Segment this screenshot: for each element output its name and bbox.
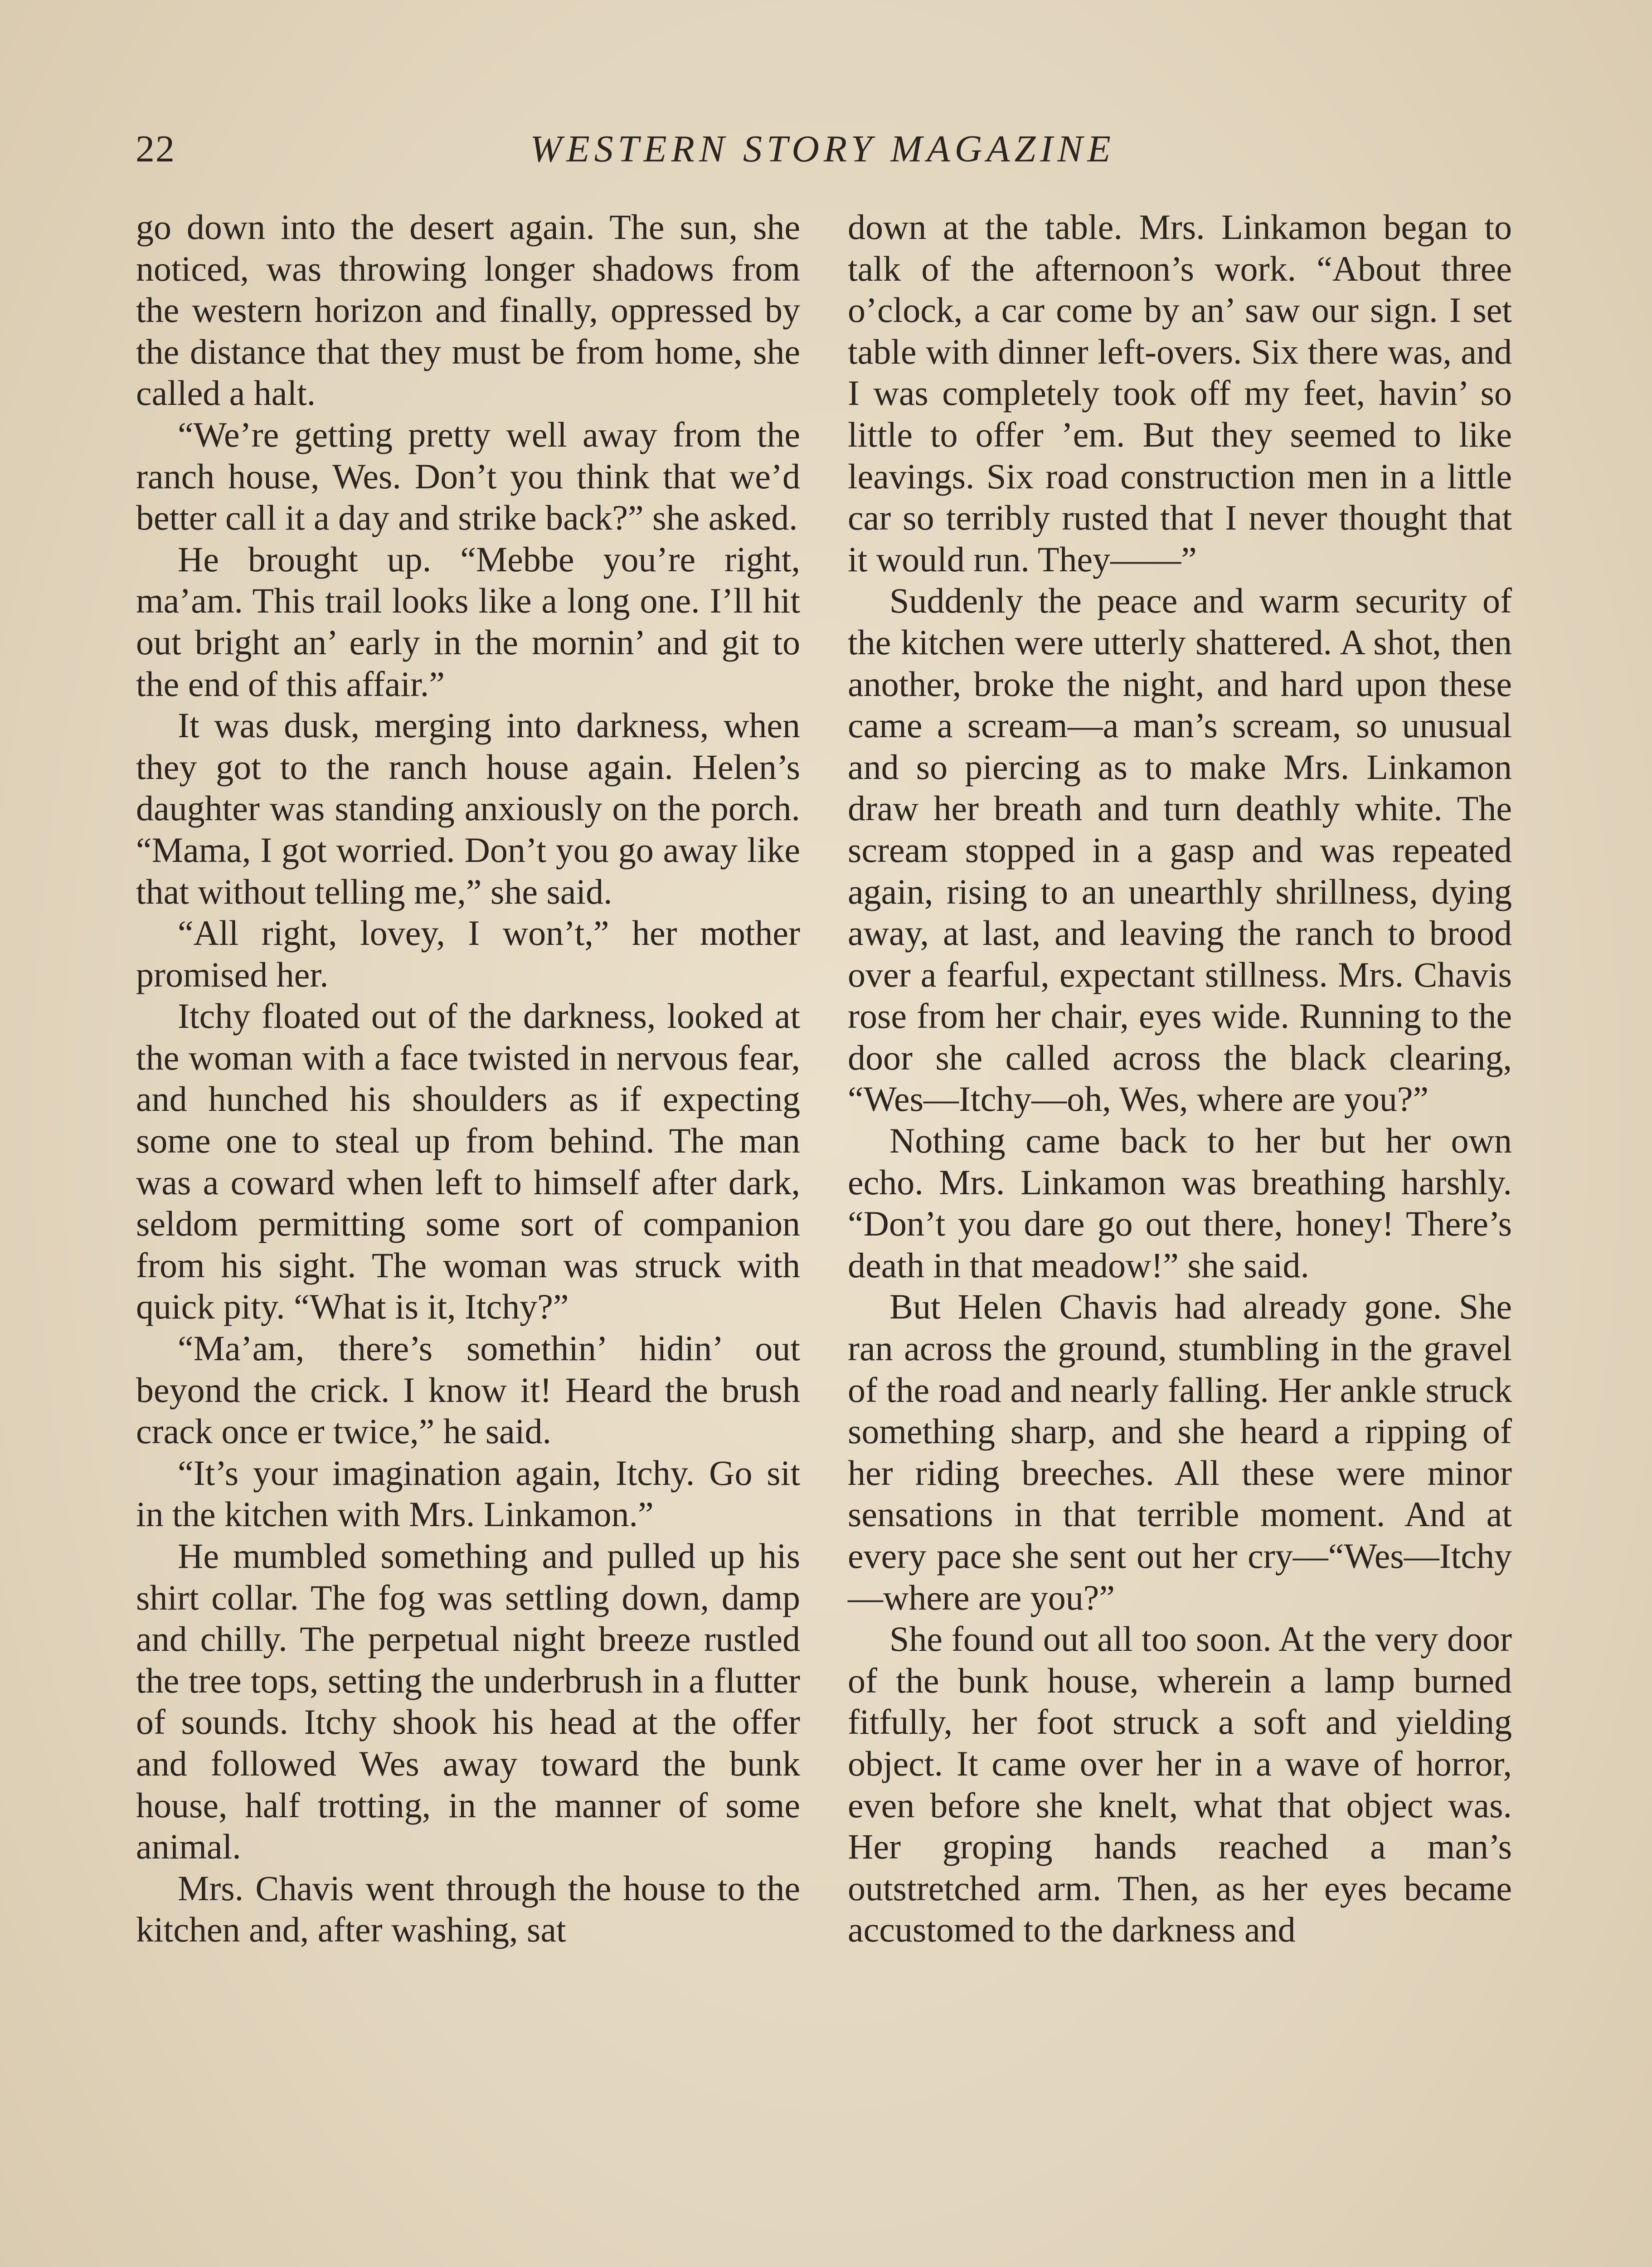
page-header [129,119,1516,173]
page-number: 22 [136,128,175,170]
left-column [136,206,800,2267]
paragraph: down at the table. Mrs. Linkamon began to talk of the afternoon’s work. “About three o’clock, a car come by an’ saw our sign. I set table with dinner left-overs. Six there was, and I was completely took off my feet, havin’ so little to offer ’em. But they seemed to like leavings. Six road construction men in a little car so terribly rusted that I never thought that it would run. They——” [848,207,1512,579]
paragraph: “It’s your imagination again, Itchy. Go sit in the kitchen with Mrs. Linkamon.” [136,1453,800,1534]
paragraph: She found out all too soon. At the very door of the bunk house, wherein a lamp burned fitfully, her foot struck a soft and yielding object. It came over her in a wave of horror, even before she knelt, what that object was. Her groping hands reached a man’s outstretched arm. Then, as her eyes became accustomed to the darkness and [848,1619,1512,1950]
paragraph: He brought up. “Mebbe you’re right, ma’am. This trail looks like a long one. I’ll hit out bright an’ early in the mornin’ and git to the end of this affair.” [136,539,800,704]
paragraph: go down into the desert again. The sun, she noticed, was throwing longer shadows from the western horizon and finally, oppressed by the distance that they must be from home, she called a halt. [136,207,800,413]
paragraph: “We’re getting pretty well away from the ranch house, Wes. Don’t you think that we’d better call it a day and strike back?” she asked. [136,414,800,538]
paragraph: “Ma’am, there’s somethin’ hidin’ out beyond the crick. I know it! Heard the brush crack once er twice,” he said. [136,1328,800,1451]
paragraph: Suddenly the peace and warm security of the kitchen were utterly shattered. A shot, then another, broke the night, and hard upon these came a scream—a man’s scream, so unusual and so piercing as to make Mrs. Linkamon draw her breath and turn deathly white. The scream stopped in a gasp and was repeated again, rising to an unearthly shrillness, dying away, at last, and leaving the ranch to brood over a fearful, expectant stillness. Mrs. Chavis rose from her chair, eyes wide. Running to the door she called across the black clearing, “Wes—Itchy—oh, Wes, where are you?” [848,581,1512,1119]
paragraph: He mumbled something and pulled up his shirt collar. The fog was settling down, damp and chilly. The perpetual night breeze rustled the tree tops, setting the underbrush in a flutter of sounds. Itchy shook his head at the offer and followed Wes away toward the bunk house, half trotting, in the manner of some animal. [136,1536,800,1867]
paragraph: But Helen Chavis had already gone. She ran across the ground, stumbling in the gravel of the road and nearly falling. Her ankle struck something sharp, and she heard a ripping of her riding breeches. All these were minor sensations in that terrible moment. And at every pace she sent out her cry—“Wes—Itchy—where are you?” [848,1287,1512,1617]
running-title: WESTERN STORY MAGAZINE [530,128,1115,170]
right-column [848,206,1512,2267]
paragraph: “All right, lovey, I won’t,” her mother promised her. [136,913,800,994]
paragraph: Itchy floated out of the darkness, looked at the woman with a face twisted in nervous fear, and hunched his shoulders as if expecting some one to steal up from behind. The man was a coward when left to himself after dark, seldom permitting some sort of companion from his sight. The woman was struck with quick pity. “What is it, Itchy?” [136,996,800,1327]
paragraph: Mrs. Chavis went through the house to the kitchen and, after washing, sat [136,1868,800,1950]
paragraph: Nothing came back to her but her own echo. Mrs. Linkamon was breathing harshly. “Don’t you dare go out there, honey! There’s death in that meadow!” she said. [848,1121,1512,1285]
paragraph: It was dusk, merging into darkness, when they got to the ranch house again. Helen’s daughter was standing anxiously on the porch. “Mama, I got worried. Don’t you go away like that without telling me,” she said. [136,705,800,911]
